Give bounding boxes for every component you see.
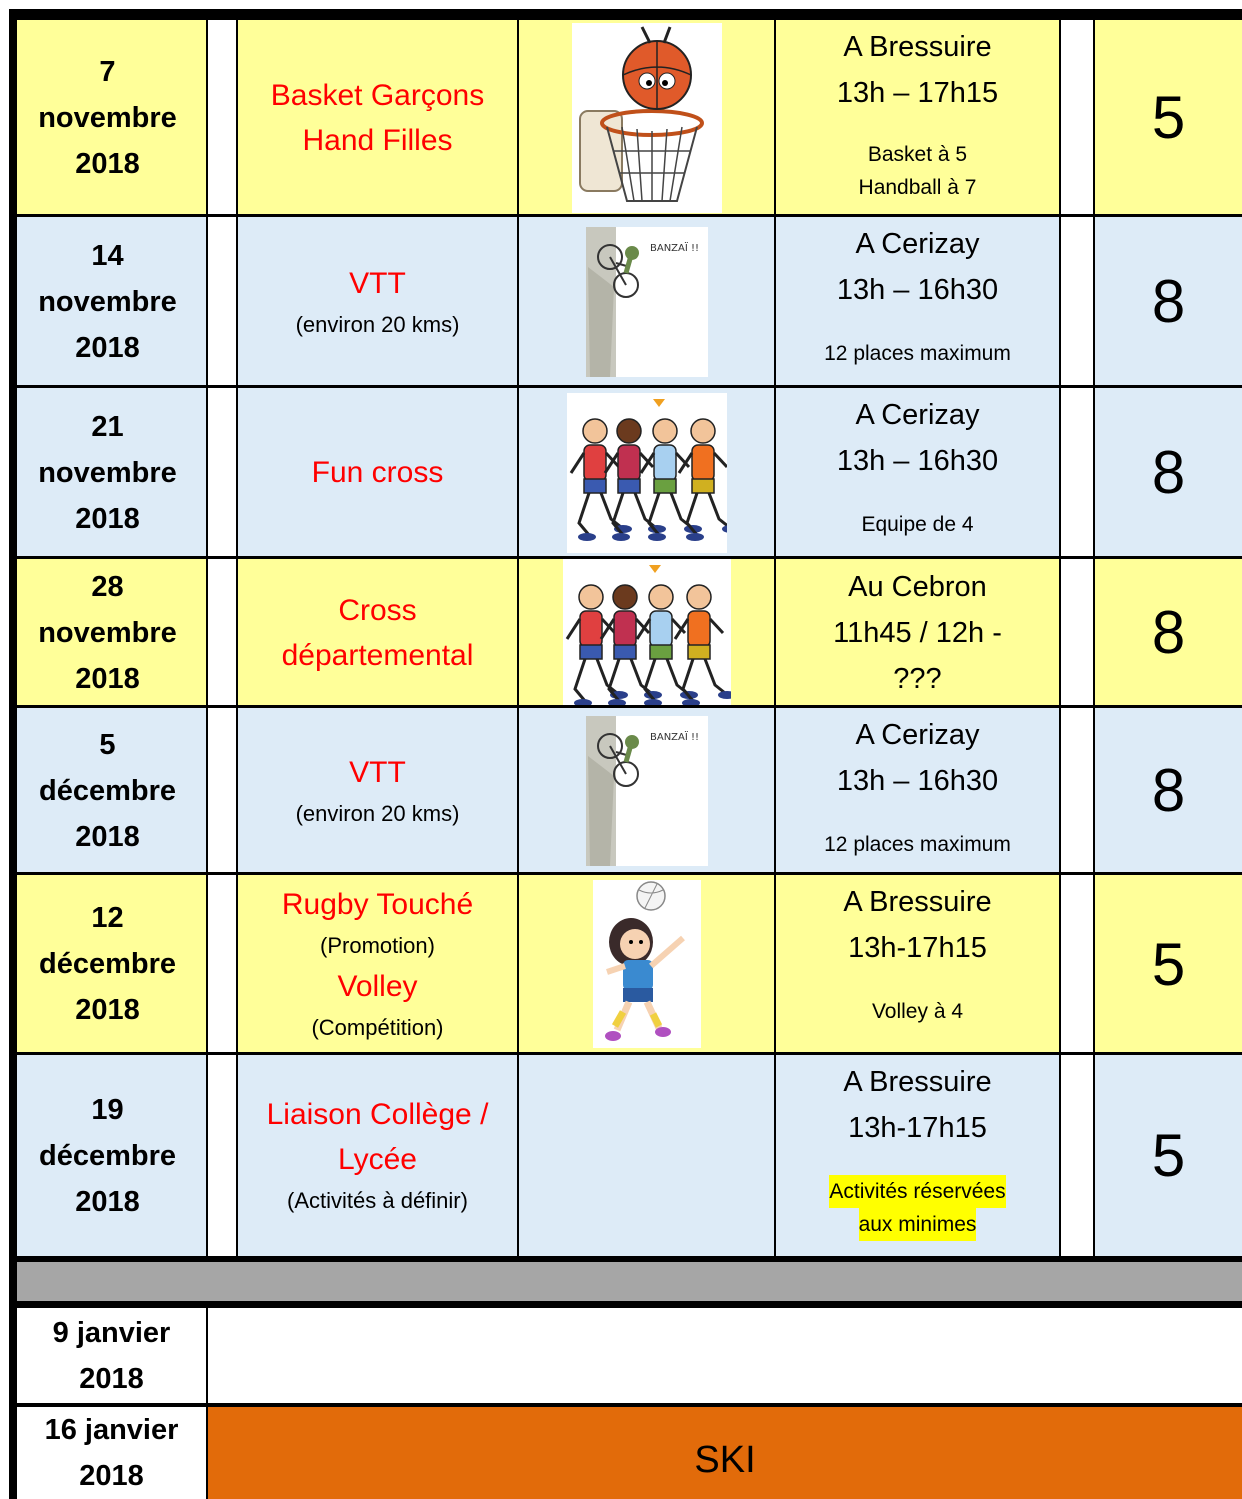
count-cell <box>1095 20 1242 215</box>
location-text: 13h-17h15 <box>848 1112 987 1144</box>
location-note <box>859 138 977 204</box>
spacer-column <box>208 1055 238 1256</box>
mountain-bike-image <box>586 716 708 866</box>
date-text: 2018 <box>75 147 140 180</box>
date-text: décembre <box>38 948 176 980</box>
date-text: 9 janvier <box>52 1316 171 1349</box>
row-border <box>9 1301 1242 1308</box>
location-block <box>843 1059 991 1151</box>
spacer-column <box>208 217 238 386</box>
location-note <box>782 1175 1053 1241</box>
location-text: A Bressuire <box>843 886 992 918</box>
activity-cell <box>238 708 519 873</box>
activity-name: départemental <box>281 638 474 672</box>
row-border <box>9 9 1242 20</box>
count-value: 8 <box>1151 757 1186 824</box>
location-block <box>837 24 998 116</box>
date-text: novembre <box>38 101 177 134</box>
activity-cell <box>238 20 519 215</box>
location-text: 13h – 16h30 <box>836 274 999 306</box>
activity-name: Fun cross <box>311 456 444 489</box>
january-row <box>9 1407 1242 1499</box>
date-text: 2018 <box>75 820 140 853</box>
spacer-column <box>1061 559 1095 706</box>
basketball-hoop-image <box>572 23 722 213</box>
location-text: ??? <box>893 662 942 695</box>
count-cell <box>1095 875 1242 1053</box>
activity-name: Cross <box>338 593 417 627</box>
illustration-cell <box>519 559 776 706</box>
table-row <box>9 708 1242 873</box>
spacer-column <box>208 388 238 557</box>
illustration-cell <box>519 1055 776 1256</box>
spacer-column <box>208 559 238 706</box>
location-text: 11h45 / 12h - <box>833 616 1002 649</box>
date-text: 2018 <box>75 331 140 364</box>
activity-detail: (Promotion) <box>320 933 435 958</box>
row-border <box>9 385 1242 388</box>
activity-detail: (Activités à définir) <box>287 1188 468 1213</box>
note-text: Basket à 5 <box>867 143 968 166</box>
date-text: 2018 <box>75 1185 140 1218</box>
activity-detail: (environ 20 kms) <box>295 800 460 826</box>
date-text: 2018 <box>75 662 140 695</box>
location-cell <box>776 20 1061 215</box>
row-border <box>9 1052 1242 1055</box>
location-text: A Bressuire <box>843 31 992 63</box>
runners-image <box>563 559 731 706</box>
note-text: Activités réservées <box>829 1175 1005 1208</box>
note-text: Equipe de 4 <box>861 513 974 536</box>
count-value: 8 <box>1151 599 1186 666</box>
illustration-cell <box>519 708 776 873</box>
location-block <box>833 564 1002 702</box>
date-text: 2018 <box>79 1460 144 1492</box>
count-value: 5 <box>1151 930 1186 998</box>
location-cell <box>776 708 1061 873</box>
date-text: novembre <box>38 616 177 649</box>
separator-band <box>17 1262 1242 1301</box>
spacer-column <box>1061 708 1095 873</box>
table-row <box>9 875 1242 1053</box>
date-text: novembre <box>38 456 177 489</box>
location-text: 13h – 16h30 <box>836 765 999 797</box>
location-text: A Cerizay <box>855 719 980 751</box>
date-cell <box>9 1055 208 1256</box>
date-cell <box>17 1308 208 1403</box>
location-cell <box>776 388 1061 557</box>
date-text: 28 <box>91 570 124 603</box>
activity-cell <box>238 559 519 706</box>
location-text: A Cerizay <box>855 399 980 431</box>
location-cell <box>776 1055 1061 1256</box>
date-text: novembre <box>38 285 177 318</box>
spacer-column <box>1061 217 1095 386</box>
activity-cell <box>238 388 519 557</box>
spacer-column <box>208 875 238 1053</box>
date-cell <box>9 388 208 557</box>
activity-name: VTT <box>349 755 406 789</box>
empty-cell <box>208 1308 1242 1403</box>
location-cell <box>776 559 1061 706</box>
activity-name: Lycée <box>338 1143 417 1176</box>
row-border <box>9 556 1242 559</box>
date-cell <box>9 217 208 386</box>
count-value: 5 <box>1151 1122 1186 1189</box>
count-cell <box>1095 1055 1242 1256</box>
location-text: A Cerizay <box>855 228 980 260</box>
activity-name: Basket Garçons <box>270 78 485 112</box>
date-text: 21 <box>91 410 124 443</box>
activity-name: VTT <box>349 266 406 300</box>
row-border <box>9 872 1242 875</box>
spacer-column <box>208 708 238 873</box>
date-text: 12 <box>91 902 124 934</box>
location-note <box>824 337 1011 370</box>
location-cell <box>776 875 1061 1053</box>
note-text: 12 places maximum <box>824 342 1011 365</box>
location-cell <box>776 217 1061 386</box>
activity-detail: (environ 20 kms) <box>295 311 460 337</box>
row-border <box>9 705 1242 708</box>
location-block <box>843 879 991 971</box>
spacer-column <box>1061 1055 1095 1256</box>
date-text: décembre <box>38 774 176 807</box>
january-row <box>9 1308 1242 1403</box>
location-block <box>837 392 998 484</box>
count-cell <box>1095 559 1242 706</box>
location-note <box>861 508 973 541</box>
note-text: aux minimes <box>859 1208 977 1241</box>
count-value: 8 <box>1151 268 1186 335</box>
date-text: 2018 <box>75 994 140 1026</box>
image-caption: BANZAÏ !! <box>649 731 699 743</box>
date-text: 2018 <box>79 1362 144 1395</box>
spacer-column <box>1061 20 1095 215</box>
activity-name: Volley <box>337 970 418 1003</box>
count-cell <box>1095 217 1242 386</box>
table-row <box>9 559 1242 706</box>
date-cell <box>9 708 208 873</box>
location-note <box>872 995 963 1028</box>
date-cell <box>9 559 208 706</box>
date-text: 2018 <box>75 502 140 535</box>
location-text: A Bressuire <box>843 1066 992 1098</box>
table-row <box>9 217 1242 386</box>
date-text: 14 <box>91 239 124 272</box>
location-text: Au Cebron <box>848 570 987 603</box>
table-row <box>9 388 1242 557</box>
mountain-bike-image <box>586 227 708 377</box>
illustration-cell <box>519 388 776 557</box>
date-text: 19 <box>91 1093 124 1126</box>
location-note <box>824 828 1011 861</box>
activity-detail: (Compétition) <box>311 1015 444 1040</box>
note-text: Volley à 4 <box>871 1000 964 1023</box>
date-cell <box>17 1407 208 1499</box>
date-text: 7 <box>99 55 116 88</box>
volleyball-girl-image <box>593 880 701 1048</box>
table-row <box>9 20 1242 215</box>
activity-name: Hand Filles <box>302 123 453 157</box>
date-text: décembre <box>38 1139 176 1172</box>
image-caption: BANZAÏ !! <box>649 242 699 254</box>
spacer-column <box>208 20 238 215</box>
location-text: 13h – 17h15 <box>836 77 999 109</box>
location-text: 13h – 16h30 <box>836 445 999 477</box>
illustration-cell <box>519 875 776 1053</box>
count-value: 8 <box>1151 439 1186 506</box>
count-cell <box>1095 388 1242 557</box>
activity-name: Liaison Collège / <box>266 1098 489 1131</box>
note-text: Handball à 7 <box>858 176 977 199</box>
count-value: 5 <box>1151 84 1186 151</box>
location-block <box>837 221 998 313</box>
table-border-left <box>9 9 17 1499</box>
ski-banner <box>208 1407 1242 1499</box>
date-text: 16 janvier <box>44 1414 179 1446</box>
activity-cell <box>238 875 519 1053</box>
date-text: 5 <box>99 728 116 761</box>
table-row <box>9 1055 1242 1256</box>
activity-cell <box>238 1055 519 1256</box>
spacer-column <box>1061 388 1095 557</box>
date-cell <box>9 20 208 215</box>
note-text: 12 places maximum <box>824 833 1011 856</box>
activity-cell <box>238 217 519 386</box>
activity-name: Rugby Touché <box>281 888 474 921</box>
date-cell <box>9 875 208 1053</box>
location-text: 13h-17h15 <box>848 932 987 964</box>
row-border <box>9 214 1242 217</box>
banner-text: SKI <box>694 1438 756 1481</box>
runners-image <box>567 393 727 553</box>
count-cell <box>1095 708 1242 873</box>
illustration-cell <box>519 217 776 386</box>
illustration-cell <box>519 20 776 215</box>
location-block <box>837 712 998 804</box>
spacer-column <box>1061 875 1095 1053</box>
